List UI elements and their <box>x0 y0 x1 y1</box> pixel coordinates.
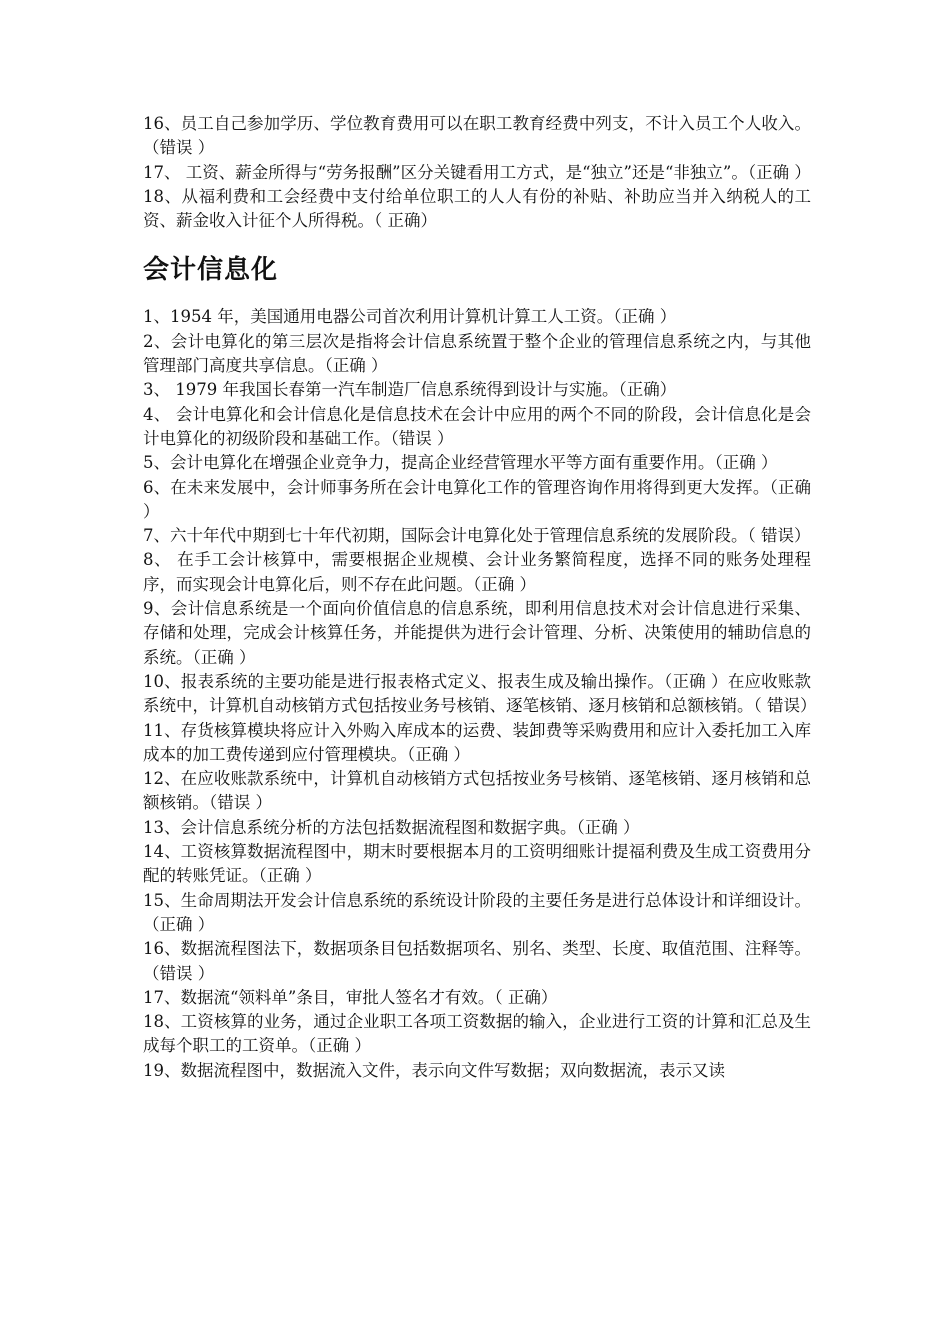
list-item: 17、数据流“领料单”条目，审批人签名才有效。（ 正确） <box>143 987 558 1007</box>
list-item: 10、报表系统的主要功能是进行报表格式定义、报表生成及输出操作。（正确 ）在应收账款系统中，计算机自动核销方式包括按业务号核销、逐笔核销、逐月核销和总额核销。（ 错误） <box>143 671 817 716</box>
pre-item-18: 18、从福利费和工会经费中支付给单位职工的人人有份的补贴、补助应当并入纳税人的工资、薪金收入计征个人所得税。（ 正确） <box>143 186 811 231</box>
list-item: 7、六十年代中期到七十年代初期，国际会计电算化处于管理信息系统的发展阶段。（ 错误） <box>143 526 811 546</box>
list-item: 14、工资核算数据流程图中，期末时要根据本月的工资明细账计提福利费及生成工资费用分配的转账凭证。（正确 ） <box>143 842 811 886</box>
list-item: 16、数据流程图法下，数据项条目包括数据项名、别名、类型、长度、取值范围、注释等。（错误 ） <box>143 939 811 983</box>
pre-item-17: 17、 工资、薪金所得与“劳务报酬”区分关键看用工方式，是“独立”还是“非独立”。（正确 ） <box>143 162 811 182</box>
list-item: 5、会计电算化在增强企业竞争力，提高企业经营管理水平等方面有重要作用。（正确 ） <box>143 453 778 473</box>
list-item: 12、在应收账款系统中，计算机自动核销方式包括按业务号核销、逐笔核销、逐月核销和总额核销。（错误 ） <box>143 769 811 813</box>
section-title: 会计信息化 <box>143 255 279 286</box>
list-item: 13、会计信息系统分析的方法包括数据流程图和数据字典。（正确 ） <box>143 817 640 837</box>
list-item: 15、生命周期法开发会计信息系统的系统设计阶段的主要任务是进行总体设计和详细设计。（正确 ） <box>143 890 811 934</box>
list-item: 19、数据流程图中，数据流入文件，表示向文件写数据；双向数据流，表示又读 <box>143 1060 725 1080</box>
list-item: 2、会计电算化的第三层次是指将会计信息系统置于整个企业的管理信息系统之内，与其他管理部门高度共享信息。（正确 ） <box>143 331 811 376</box>
document-page <box>143 112 817 1083</box>
list-item: 9、会计信息系统是一个面向价值信息的信息系统，即利用信息技术对会计信息进行采集、存储和处理，完成会计核算任务，并能提供为进行会计管理、分析、决策使用的辅助信息的系统。（正确 ） <box>143 599 811 667</box>
list-item: 1、1954 年，美国通用电器公司首次利用计算机计算工人工资。（正确 ） <box>143 307 677 327</box>
list-item: 4、 会计电算化和会计信息化是信息技术在会计中应用的两个不同的阶段，会计信息化是会计电算化的初级阶段和基础工作。（错误 ） <box>143 404 811 448</box>
list-item: 11、存货核算模块将应计入外购入库成本的运费、装卸费等采购费用和应计入委托加工入库成本的加工费传递到应付管理模块。（正确 ） <box>143 720 811 764</box>
list-item: 8、 在手工会计核算中，需要根据企业规模、会计业务繁简程度，选择不同的账务处理程序，而实现会计电算化后，则不存在此问题。（正确 ） <box>143 550 811 594</box>
list-item: 3、 1979 年我国长春第一汽车制造厂信息系统得到设计与实施。（正确） <box>143 380 677 400</box>
list-item: 18、工资核算的业务，通过企业职工各项工资数据的输入，企业进行工资的计算和汇总及生成每个职工的工资单。（正确 ） <box>143 1012 811 1056</box>
list-item: 6、在未来发展中，会计师事务所在会计电算化工作的管理咨询作用将得到更大发挥。（正确 ） <box>143 477 811 521</box>
pre-item-16: 16、员工自己参加学历、学位教育费用可以在职工教育经费中列支，不计入员工个人收入。（错误 ） <box>143 114 811 158</box>
